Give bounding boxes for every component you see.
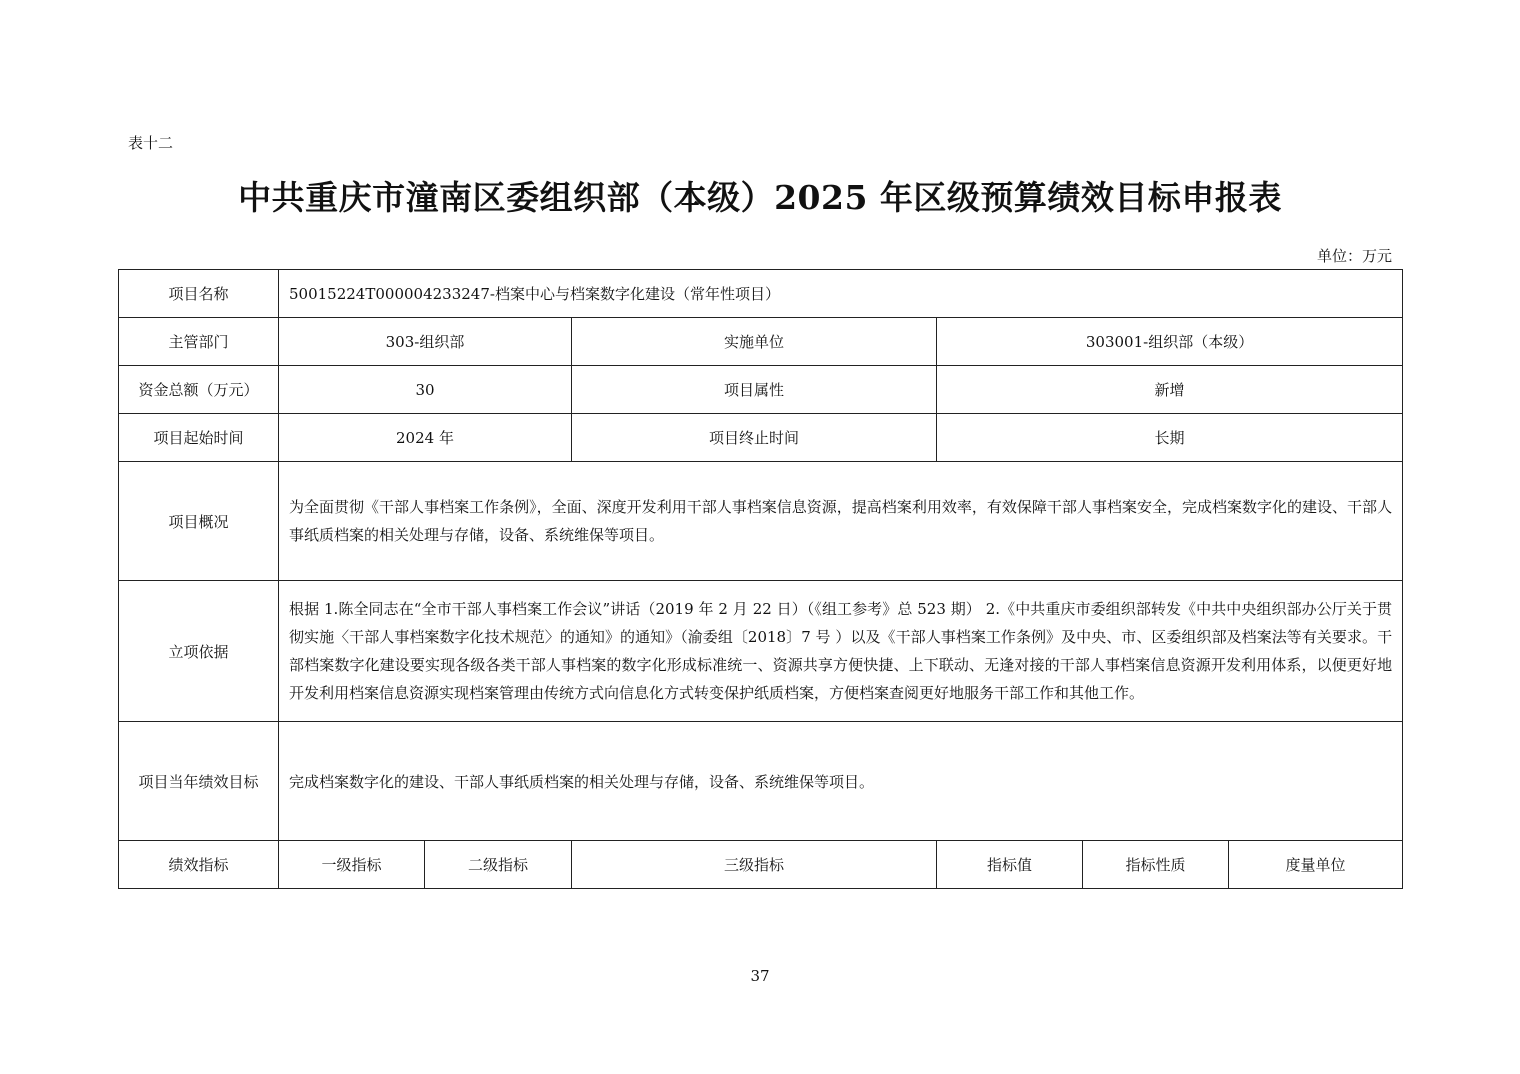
total-funds-value: 30 [279,366,572,414]
project-name-label: 项目名称 [119,270,279,318]
row-department [119,318,1403,366]
budget-performance-table [118,269,1403,889]
indicators-label: 绩效指标 [119,841,279,889]
row-basis [119,581,1403,722]
indicator-col-level1: 一级指标 [279,841,425,889]
overview-label: 项目概况 [119,462,279,581]
basis-text: 根据 1.陈全同志在“全市干部人事档案工作会议”讲话（2019 年 2 月 22 日）（《组工参考》总 523 期） 2.《中共重庆市委组织部转发《中共中央组织部办公厅关于贯彻实施〈干部人事档案数字化技术规范〉的通知》的通知》（渝委组〔2018〕7 号 ）以及《干部人事档案工作条例》及中央、市、区委组织部及档案法等有关要求。干部档案数字化建设要实现各级各类干部人事档案的数字化形成标准统一、资源共享方便快捷、上下联动、无逢对接的干部人事档案信息资源开发利用体系，以便更好地开发利用档案信息资源实现档案管理由传统方式向信息化方式转变保护纸质档案，方便档案查阅更好地服务干部工作和其他工作。 [289,600,1393,702]
indicator-col-nature: 指标性质 [1083,841,1229,889]
goal-value: 完成档案数字化的建设、干部人事纸质档案的相关处理与存储，设备、系统维保等项目。 [279,722,1403,841]
overview-cell [279,462,1403,581]
table-number: 表十二 [128,134,174,152]
dept-label: 主管部门 [119,318,279,366]
overview-text: 为全面贯彻《干部人事档案工作条例》，全面、深度开发利用干部人事档案信息资源，提高档案利用效率，有效保障干部人事档案安全，完成档案数字化的建设、干部人事纸质档案的相关处理与存储，设备、系统维保等项目。 [289,498,1393,544]
basis-label: 立项依据 [119,581,279,722]
dept-value: 303-组织部 [279,318,572,366]
goal-label: 项目当年绩效目标 [119,722,279,841]
end-time-label: 项目终止时间 [572,414,937,462]
row-project-name [119,270,1403,318]
indicator-col-unit: 度量单位 [1229,841,1403,889]
row-goal [119,722,1403,841]
total-funds-label: 资金总额（万元） [119,366,279,414]
row-overview [119,462,1403,581]
document-title: 中共重庆市潼南区委组织部（本级）2025 年区级预算绩效目标申报表 [238,178,1282,217]
indicator-col-value: 指标值 [937,841,1083,889]
unit-note: 单位：万元 [1316,247,1392,265]
start-time-label: 项目起始时间 [119,414,279,462]
impl-unit-label: 实施单位 [572,318,937,366]
indicator-col-level2: 二级指标 [425,841,572,889]
indicator-col-level3: 三级指标 [572,841,937,889]
row-indicators-header [119,841,1403,889]
row-funds [119,366,1403,414]
project-name-value: 50015224T000004233247-档案中心与档案数字化建设（常年性项目） [279,270,1403,318]
attribute-value: 新增 [937,366,1403,414]
row-time [119,414,1403,462]
start-time-value: 2024 年 [279,414,572,462]
attribute-label: 项目属性 [572,366,937,414]
page-number: 37 [750,967,770,985]
impl-unit-value: 303001-组织部（本级） [937,318,1403,366]
basis-cell [279,581,1403,722]
end-time-value: 长期 [937,414,1403,462]
